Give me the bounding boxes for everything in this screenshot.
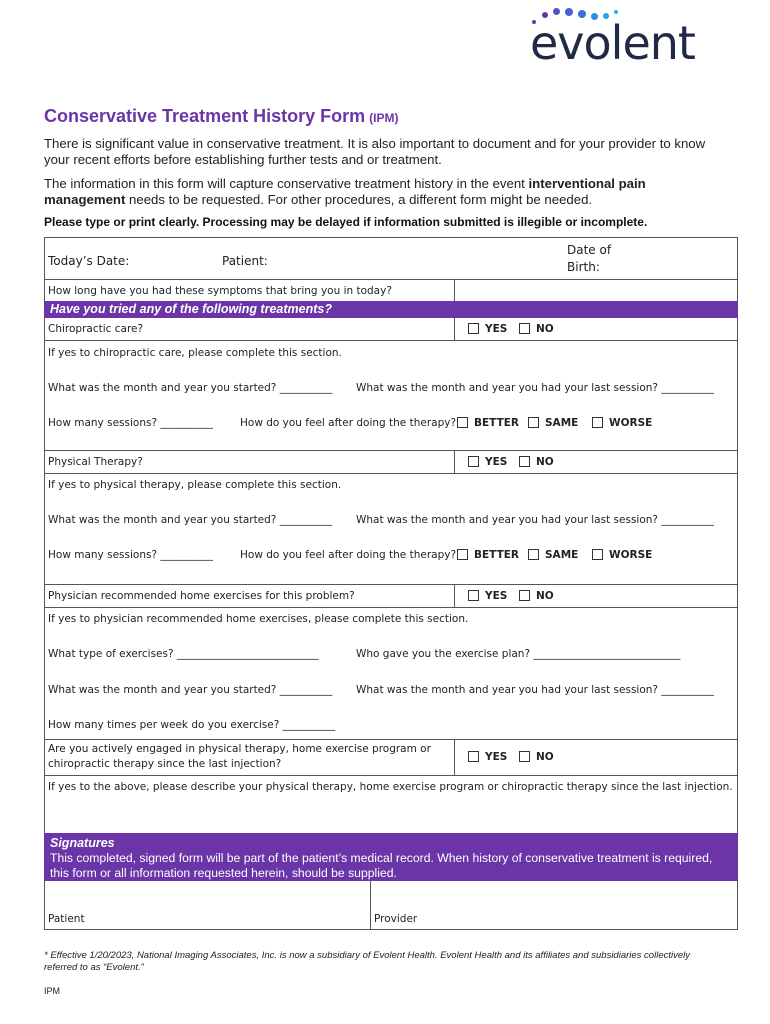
same-label: SAME: [545, 549, 579, 561]
physical-therapy-better-option[interactable]: [457, 549, 519, 561]
column-divider: [454, 739, 455, 775]
home-exercise-started-field[interactable]: What was the month and year you started? __________: [48, 684, 333, 696]
treatments-header: [44, 301, 738, 318]
engaged-question-line2: chiropractic therapy since the last injection?: [48, 758, 282, 770]
signatures-text: This completed, signed form will be part of the patient’s medical record. When history of conservative treatment is required, this form or all information requested herein, should be supplied.: [50, 851, 713, 880]
evolent-logo: [528, 4, 734, 70]
physical-therapy-yes-option[interactable]: [468, 456, 507, 468]
todays-date-label: Today’s Date:: [48, 254, 130, 268]
title-suffix: (IPM): [369, 111, 399, 125]
column-divider: [454, 584, 455, 607]
better-label: BETTER: [474, 417, 519, 429]
checkbox[interactable]: [457, 417, 468, 428]
checkbox[interactable]: [528, 417, 539, 428]
home-exercise-question: Physician recommended home exercises for this problem?: [48, 590, 355, 602]
checkbox[interactable]: [468, 456, 479, 467]
engaged-yes-option[interactable]: [468, 751, 507, 763]
symptoms-duration-field[interactable]: [456, 281, 736, 299]
signatures-title: Signatures: [50, 836, 115, 850]
checkbox[interactable]: [468, 751, 479, 762]
therapy-description-label: If yes to the above, please describe your physical therapy, home exercise program or chiropractic therapy since the last injection.: [48, 781, 733, 793]
column-divider: [370, 881, 371, 930]
row-divider: [44, 739, 738, 740]
treatments-header-text: Have you tried any of the following treatments?: [50, 302, 332, 316]
exercise-type-field[interactable]: What type of exercises? ___________________________: [48, 648, 319, 660]
row-divider: [44, 775, 738, 776]
logo-wordmark: evolent: [530, 16, 695, 70]
checkbox[interactable]: [468, 323, 479, 334]
checkbox[interactable]: [468, 590, 479, 601]
column-divider: [454, 279, 455, 301]
chiropractic-instructions: If yes to chiropractic care, please complete this section.: [48, 347, 342, 359]
physical-therapy-last-session-field[interactable]: What was the month and year you had your last session? __________: [356, 514, 714, 526]
column-divider: [454, 450, 455, 473]
row-divider: [44, 450, 738, 451]
checkbox[interactable]: [528, 549, 539, 560]
patient-field[interactable]: [270, 246, 550, 274]
checkbox[interactable]: [519, 456, 530, 467]
chiropractic-started-field[interactable]: What was the month and year you started? __________: [48, 382, 333, 394]
therapy-description-field[interactable]: [48, 797, 734, 831]
page-title: [44, 106, 398, 127]
patient-signature-label: Patient: [48, 913, 85, 925]
symptoms-duration-label: How long have you had these symptoms that bring you in today?: [48, 285, 392, 297]
yes-label: YES: [485, 323, 508, 335]
exercise-plan-giver-field[interactable]: Who gave you the exercise plan? ____________________________: [356, 648, 681, 660]
chiropractic-feel-label: How do you feel after doing the therapy?: [240, 417, 457, 429]
info-text-end: needs to be requested. For other procedures, a different form might be needed.: [125, 192, 593, 207]
home-exercise-last-session-field[interactable]: What was the month and year you had your last session? __________: [356, 684, 714, 696]
yes-label: YES: [485, 751, 508, 763]
no-label: NO: [536, 323, 554, 335]
checkbox[interactable]: [592, 417, 603, 428]
chiropractic-no-option[interactable]: [519, 323, 554, 335]
yes-label: YES: [485, 590, 508, 602]
footnote: * Effective 1/20/2023, National Imaging Associates, Inc. is now a subsidiary of Evolent Health. Evolent Health and its affiliates and subsidiaries collectively referred to as “Evolent.”: [44, 950, 690, 973]
checkbox[interactable]: [519, 751, 530, 762]
info-paragraph: [44, 176, 724, 208]
physical-therapy-feel-label: How do you feel after doing the therapy?: [240, 549, 457, 561]
worse-label: WORSE: [609, 417, 653, 429]
form-code: IPM: [44, 986, 61, 996]
dob-label-line1: Date of: [567, 243, 612, 257]
row-divider: [44, 279, 738, 280]
physical-therapy-question: Physical Therapy?: [48, 456, 143, 468]
chiropractic-worse-option[interactable]: [592, 417, 652, 429]
provider-signature-label: Provider: [374, 913, 418, 925]
checkbox[interactable]: [592, 549, 603, 560]
row-divider: [44, 340, 738, 341]
logo-dot: [553, 8, 560, 15]
intro-paragraph: There is significant value in conservative treatment. It is also important to document and for your provider to know your recent efforts before establishing further tests and or treatment.: [44, 136, 706, 167]
better-label: BETTER: [474, 549, 519, 561]
signatures-header: [44, 833, 738, 881]
logo-dot: [565, 8, 573, 16]
chiropractic-same-option[interactable]: [528, 417, 578, 429]
checkbox[interactable]: [457, 549, 468, 560]
same-label: SAME: [545, 417, 579, 429]
dob-label-line2: Birth:: [567, 260, 600, 274]
patient-label: Patient:: [222, 254, 268, 268]
worse-label: WORSE: [609, 549, 653, 561]
exercise-times-per-week-field[interactable]: How many times per week do you exercise? __________: [48, 719, 336, 731]
physical-therapy-sessions-field[interactable]: How many sessions? __________: [48, 549, 213, 561]
yes-label: YES: [485, 456, 508, 468]
row-divider: [44, 607, 738, 608]
provider-signature-field[interactable]: [372, 883, 736, 913]
engaged-question-line1: Are you actively engaged in physical therapy, home exercise program or: [48, 743, 431, 755]
physical-therapy-started-field[interactable]: What was the month and year you started? __________: [48, 514, 333, 526]
physical-therapy-same-option[interactable]: [528, 549, 578, 561]
chiropractic-last-session-field[interactable]: What was the month and year you had your last session? __________: [356, 382, 714, 394]
physical-therapy-instructions: If yes to physical therapy, please complete this section.: [48, 479, 342, 491]
todays-date-field[interactable]: [130, 246, 210, 274]
physical-therapy-worse-option[interactable]: [592, 549, 652, 561]
no-label: NO: [536, 751, 554, 763]
chiropractic-sessions-field[interactable]: How many sessions? __________: [48, 417, 213, 429]
patient-signature-field[interactable]: [46, 883, 368, 913]
row-divider: [44, 584, 738, 585]
column-divider: [454, 318, 455, 340]
home-exercise-instructions: If yes to physician recommended home exercises, please complete this section.: [48, 613, 469, 625]
title-text: Conservative Treatment History Form: [44, 106, 366, 126]
chiropractic-yes-option[interactable]: [468, 323, 507, 335]
info-text-start: The information in this form will capture conservative treatment history in the event: [44, 176, 529, 191]
info-text-bold: interventional pain management: [44, 176, 646, 207]
no-label: NO: [536, 590, 554, 602]
chiropractic-better-option[interactable]: [457, 417, 519, 429]
dob-field[interactable]: [610, 246, 730, 274]
home-exercise-no-option[interactable]: [519, 590, 554, 602]
home-exercise-yes-option[interactable]: [468, 590, 507, 602]
physical-therapy-no-option[interactable]: [519, 456, 554, 468]
no-label: NO: [536, 456, 554, 468]
logo-dot: [614, 10, 618, 14]
chiropractic-question: Chiropractic care?: [48, 323, 144, 335]
row-divider: [44, 473, 738, 474]
engaged-no-option[interactable]: [519, 751, 554, 763]
checkbox[interactable]: [519, 590, 530, 601]
checkbox[interactable]: [519, 323, 530, 334]
print-clearly-note: Please type or print clearly. Processing may be delayed if information submitted is illegible or incomplete.: [44, 215, 648, 229]
